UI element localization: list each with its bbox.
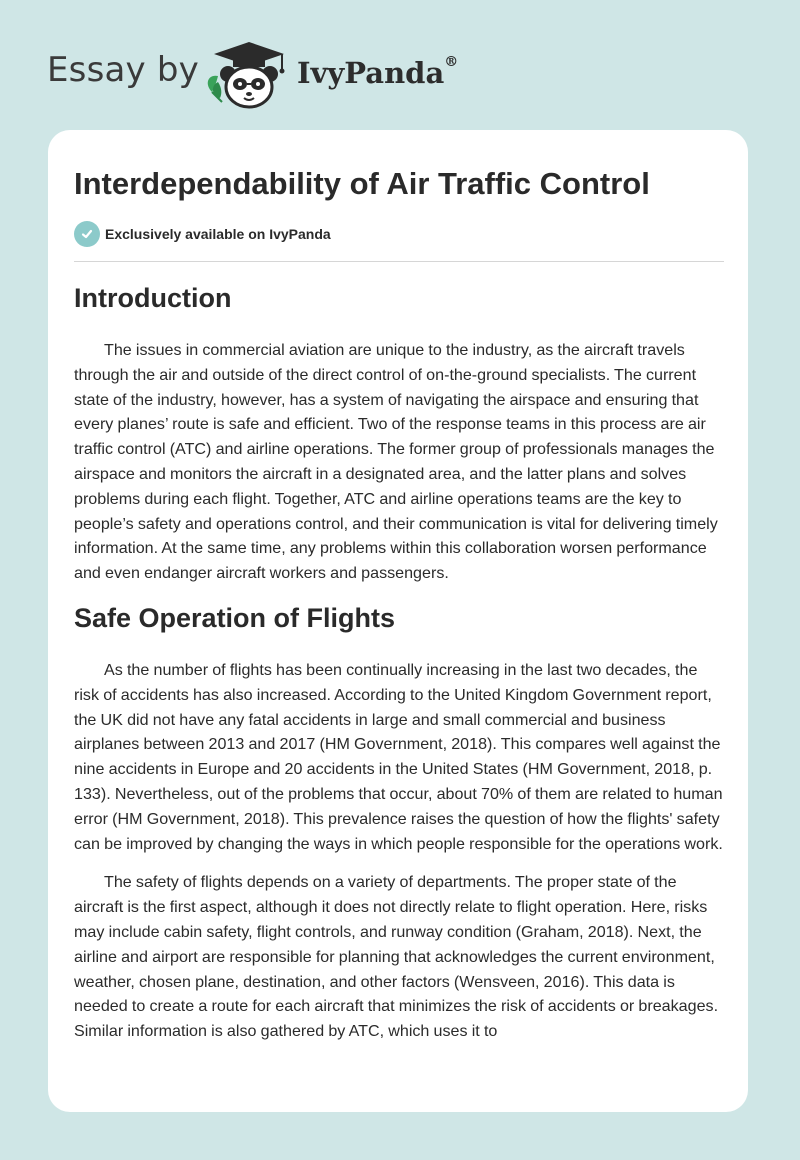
page-title: Interdependability of Air Traffic Control	[74, 166, 650, 201]
registered-mark: ®	[444, 54, 459, 70]
paragraph: The issues in commercial aviation are unique to the industry, as the aircraft travels through the air and outside of the direct control of on-the-ground specialists. The current state of the industry, however, has a system of navigating the airspace and ensuring that every planes’ route is safe and efficient. Two of the response teams in this process are air traffic control (ATC) and airline operations. The former group of professionals manages the airspace and monitors the aircraft in a designated area, and the latter plans and solves problems during each flight. Together, ATC and airline operations teams are the key to people’s safety and operations control, and their communication is vital for delivering timely information. At the same time, any problems within this collaboration worsen performance and even endanger aircraft workers and passengers.	[74, 341, 718, 583]
section-heading-safe-operation: Safe Operation of Flights	[74, 602, 396, 633]
brand-name-text: IvyPanda	[297, 56, 445, 90]
section-heading-introduction: Introduction	[74, 283, 232, 313]
essay-content	[74, 280, 724, 1058]
paragraph: As the number of flights has been continually increasing in the last two decades, the risk of accidents has also increased. According to the United Kingdom Government report, the UK did not have any fatal accidents in large and small commercial and business airplanes between 2013 and 2017 (HM Government, 2018). This compares well against the nine accidents in Europe and 20 accidents in the United States (HM Government, 2018, p. 133). Nevertheless, out of the problems that occur, about 70% of them are related to human error (HM Government, 2018). This prevalence raises the question of how the flights' safety can be improved by changing the ways in which people responsible for the operations work.	[74, 660, 723, 853]
check-circle-icon	[74, 221, 100, 247]
exclusive-badge	[74, 220, 331, 248]
site-header	[0, 0, 800, 130]
divider	[74, 261, 724, 262]
essay-by-label: Essay by	[47, 50, 199, 90]
paragraph: The safety of flights depends on a variety of departments. The proper state of the aircraft is the first aspect, although it does not directly relate to flight operation. Here, risks may include cabin safety, flight controls, and runway condition (Graham, 2018). Next, the airline and airport are responsible for planning that acknowledges the current environment, weather, chosen plane, destination, and other factors (Wensveen, 2016). This data is needed to create a route for each aircraft that minimizes the risk of accidents or breakages. Similar information is also gathered by ATC, which uses it to	[74, 873, 719, 1041]
brand-name[interactable]	[297, 56, 458, 90]
panda-graduate-logo-icon[interactable]	[202, 40, 296, 110]
exclusive-badge-label: Exclusively available on IvyPanda	[105, 226, 331, 242]
essay-card	[48, 130, 748, 1112]
